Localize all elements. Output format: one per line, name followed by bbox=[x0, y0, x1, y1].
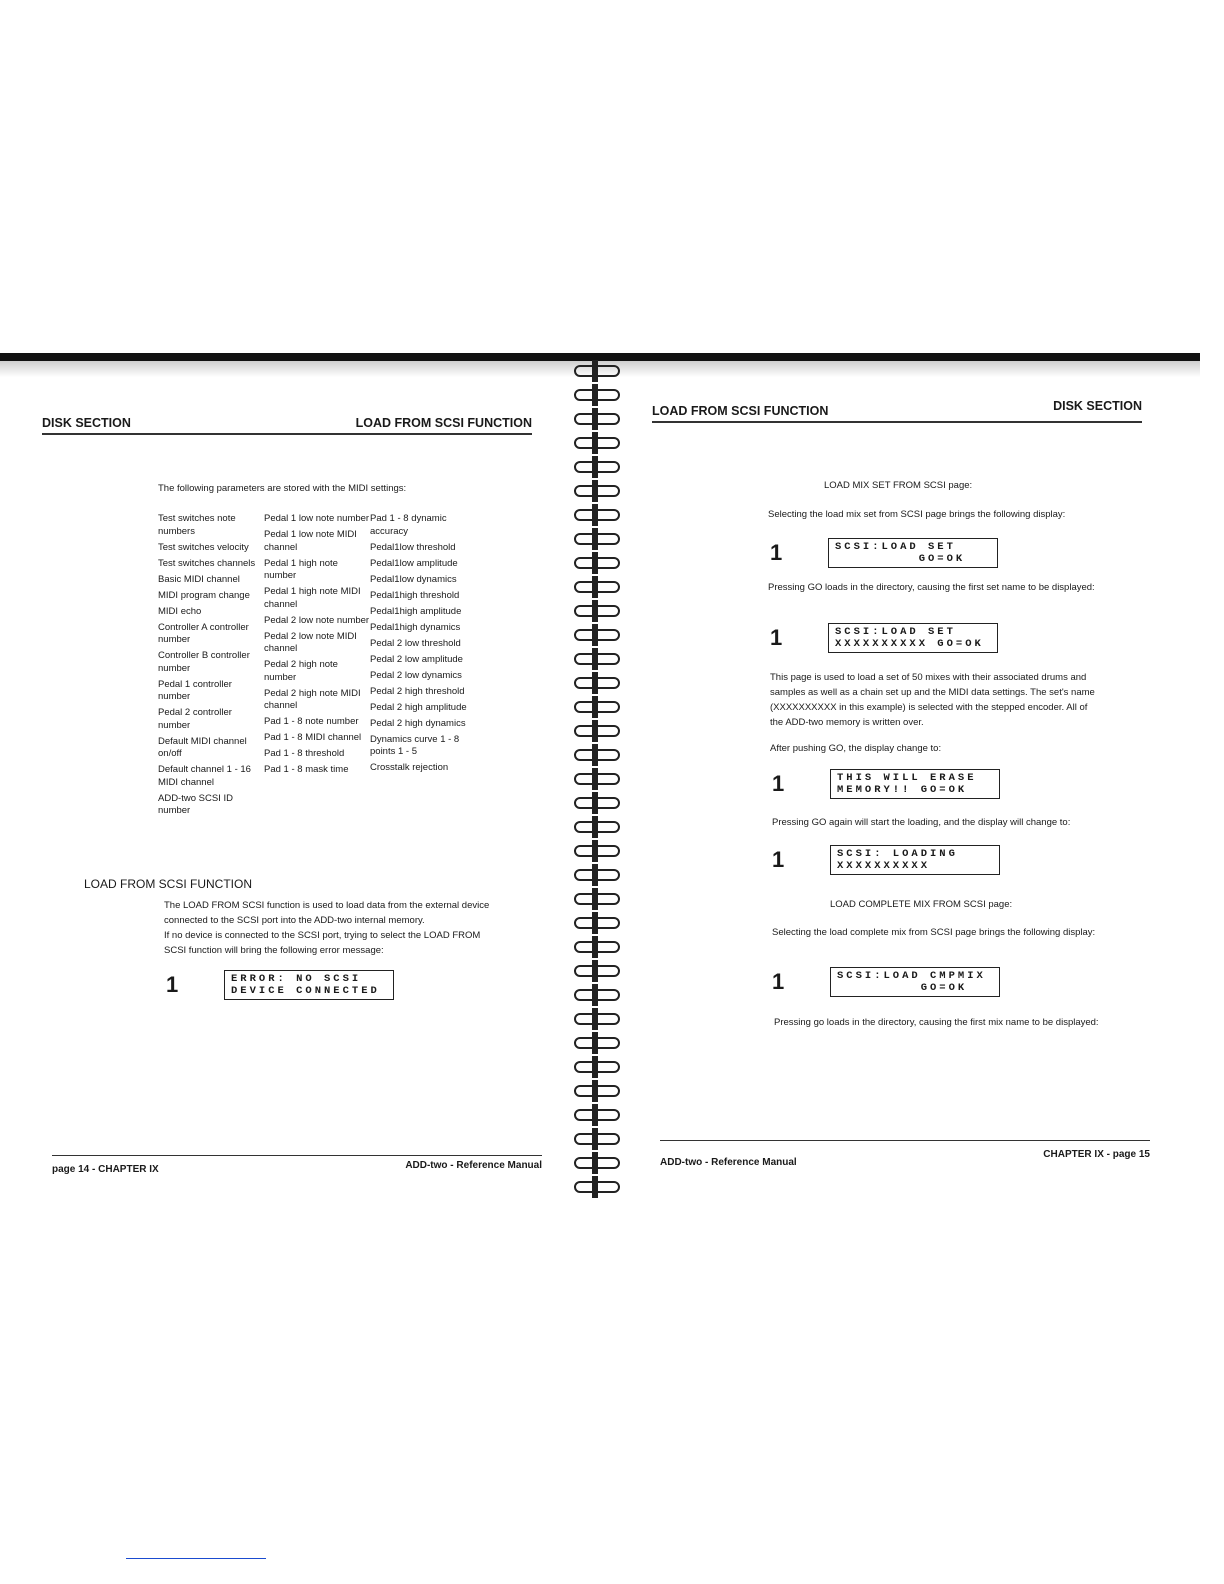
coil-bar bbox=[592, 912, 598, 934]
right-header-section: DISK SECTION bbox=[1053, 399, 1142, 413]
coil-bar bbox=[592, 744, 598, 766]
param-item: Pedal1low amplitude bbox=[370, 557, 458, 569]
coil-bar bbox=[592, 648, 598, 670]
paragraph: Pressing GO loads in the directory, causing the first set name to be displayed: bbox=[768, 582, 1095, 593]
param-item: Pedal 2 low dynamics bbox=[370, 669, 462, 681]
left-header-title: LOAD FROM SCSI FUNCTION bbox=[355, 416, 532, 430]
param-item: Pedal1high threshold bbox=[370, 589, 460, 601]
subheading: LOAD COMPLETE MIX FROM SCSI page: bbox=[830, 899, 1013, 910]
param-item: Pedal 1 controller number bbox=[158, 678, 232, 702]
spiral-coil bbox=[574, 485, 620, 499]
lcd-step-number: 1 bbox=[772, 771, 785, 796]
spiral-coil bbox=[574, 1133, 620, 1147]
coil-bar bbox=[592, 1008, 598, 1030]
left-footer-page: page 14 - CHAPTER IX bbox=[52, 1164, 159, 1175]
coil-bar bbox=[592, 984, 598, 1006]
top-binding-rule bbox=[0, 353, 1200, 361]
param-item: Pad 1 - 8 MIDI channel bbox=[264, 732, 362, 743]
param-item: Pedal 1 low note number bbox=[264, 513, 370, 524]
right-page bbox=[652, 395, 1142, 1028]
lcd-display-row bbox=[772, 845, 1000, 875]
bottom-blue-line bbox=[126, 1558, 266, 1559]
lcd-display: ERROR: NO SCSI DEVICE CONNECTED bbox=[224, 970, 394, 1000]
coil-bar bbox=[592, 960, 598, 982]
spiral-coil bbox=[574, 509, 620, 523]
lcd-display: SCSI:LOAD SET GO=OK bbox=[828, 538, 998, 568]
spiral-coil bbox=[574, 701, 620, 715]
param-item: Pedal1high amplitude bbox=[370, 605, 462, 617]
param-item: Pedal 1 high note MIDI channel bbox=[264, 586, 361, 610]
coil-bar bbox=[592, 384, 598, 406]
paragraph: This page is used to load a set of 50 mixes with their associated drums and samples as well as a chain set up and the MIDI data settings. The set's name (XXXXXXXXXX in this example) is selected with the stepped encoder. All of the ADD-two memory is written over. bbox=[770, 672, 1095, 728]
param-item: Default channel 1 - 16 MIDI channel bbox=[158, 764, 251, 788]
param-item: Pedal 2 low note MIDI channel bbox=[264, 630, 357, 654]
lcd-display-row bbox=[166, 970, 394, 1000]
parameters-intro: The following parameters are stored with the MIDI settings: bbox=[158, 483, 407, 494]
lcd-step-number: 1 bbox=[772, 969, 785, 994]
coil-bar bbox=[592, 696, 598, 718]
lcd-display-row bbox=[770, 538, 998, 568]
lcd-step-number: 1 bbox=[770, 540, 783, 565]
param-item: Test switches velocity bbox=[158, 541, 249, 553]
coil-bar bbox=[592, 1152, 598, 1174]
lcd-step-number: 1 bbox=[772, 847, 785, 872]
lcd-display: SCSI:LOAD SET XXXXXXXXXX GO=OK bbox=[828, 623, 998, 653]
param-item: Pedal 2 high threshold bbox=[370, 685, 465, 697]
lcd-display: THIS WILL ERASE MEMORY!! GO=OK bbox=[830, 769, 1000, 799]
right-page-footer bbox=[660, 1140, 1150, 1168]
param-item: Crosstalk rejection bbox=[370, 762, 449, 773]
lcd-step-number: 1 bbox=[166, 972, 179, 997]
spiral-coil bbox=[574, 653, 620, 667]
param-item: Pedal 2 high note number bbox=[264, 659, 338, 683]
param-item: Dynamics curve 1 - 8 points 1 - 5 bbox=[370, 733, 460, 757]
param-item: Pedal 2 low note number bbox=[264, 614, 370, 626]
left-footer-manual: ADD-two - Reference Manual bbox=[405, 1160, 542, 1171]
spiral-coil bbox=[574, 821, 620, 835]
param-item: Basic MIDI channel bbox=[158, 573, 240, 585]
spiral-coil bbox=[574, 389, 620, 403]
spiral-coil bbox=[574, 965, 620, 979]
coil-bar bbox=[592, 456, 598, 478]
paragraph: After pushing GO, the display change to: bbox=[770, 743, 942, 754]
coil-bar bbox=[592, 840, 598, 862]
spiral-coil bbox=[574, 989, 620, 1003]
coil-bar bbox=[592, 888, 598, 910]
parameter-column-2 bbox=[264, 513, 370, 821]
spiral-coil bbox=[574, 1109, 620, 1123]
coil-bar bbox=[592, 576, 598, 598]
coil-bar bbox=[592, 864, 598, 886]
coil-bar bbox=[592, 504, 598, 526]
coil-bar bbox=[592, 768, 598, 790]
coil-bar bbox=[592, 360, 598, 382]
param-item: Controller B controller number bbox=[158, 650, 250, 674]
param-item: Pedal 2 controller number bbox=[158, 707, 232, 731]
lcd-display-row bbox=[770, 623, 998, 653]
spiral-coil bbox=[574, 437, 620, 451]
right-footer-page: CHAPTER IX - page 15 bbox=[1043, 1149, 1150, 1160]
left-header-section: DISK SECTION bbox=[42, 416, 131, 430]
param-item: Pad 1 - 8 threshold bbox=[264, 748, 345, 759]
lcd-display-row bbox=[772, 769, 1000, 799]
param-item: Test switches note numbers bbox=[158, 513, 236, 537]
parameter-column-1 bbox=[158, 513, 264, 821]
coil-bar bbox=[592, 672, 598, 694]
coil-bar bbox=[592, 528, 598, 550]
param-item: MIDI program change bbox=[158, 589, 250, 601]
spiral-coil bbox=[574, 533, 620, 547]
left-page-header bbox=[42, 395, 532, 435]
spiral-coil bbox=[574, 1013, 620, 1027]
param-item: Controller A controller number bbox=[158, 621, 249, 645]
param-item: Pedal 2 high note MIDI channel bbox=[264, 687, 361, 711]
coil-bar bbox=[592, 432, 598, 454]
spiral-coil bbox=[574, 845, 620, 859]
spiral-coil bbox=[574, 413, 620, 427]
param-item: Pedal 2 low amplitude bbox=[370, 653, 463, 665]
coil-bar bbox=[592, 1032, 598, 1054]
lcd-display-row bbox=[772, 967, 1000, 997]
paragraph: If no device is connected to the SCSI port, trying to select the LOAD FROM SCSI function will bring the following error message: bbox=[164, 930, 481, 956]
spiral-coil bbox=[574, 725, 620, 739]
spiral-coil bbox=[574, 677, 620, 691]
param-item: Pad 1 - 8 mask time bbox=[264, 764, 349, 775]
lcd-display: SCSI: LOADING XXXXXXXXXX bbox=[830, 845, 1000, 875]
coil-bar bbox=[592, 408, 598, 430]
spiral-coil bbox=[574, 1157, 620, 1171]
param-item: Pedal 2 high dynamics bbox=[370, 717, 466, 729]
param-item: Pedal 1 high note number bbox=[264, 557, 338, 581]
coil-bar bbox=[592, 552, 598, 574]
subheading: LOAD MIX SET FROM SCSI page: bbox=[824, 480, 973, 491]
param-item: Pedal 2 low threshold bbox=[370, 637, 461, 649]
param-item: Test switches channels bbox=[158, 557, 256, 569]
right-page-header bbox=[652, 395, 1142, 423]
param-item: ADD-two SCSI ID number bbox=[158, 792, 233, 816]
spiral-coil bbox=[574, 605, 620, 619]
paragraph: Pressing GO again will start the loading, and the display will change to: bbox=[772, 817, 1071, 828]
paragraph: Pressing go loads in the directory, causing the first mix name to be displayed: bbox=[774, 1017, 1099, 1028]
spiral-coil bbox=[574, 941, 620, 955]
spiral-coil bbox=[574, 365, 620, 379]
parameter-list bbox=[158, 513, 480, 821]
right-header-title: LOAD FROM SCSI FUNCTION bbox=[652, 404, 829, 418]
spiral-coil bbox=[574, 869, 620, 883]
param-item: Pedal 2 high amplitude bbox=[370, 701, 467, 713]
spiral-coil bbox=[574, 893, 620, 907]
lcd-step-number: 1 bbox=[770, 625, 783, 650]
spiral-coil bbox=[574, 797, 620, 811]
param-item: Pad 1 - 8 dynamic accuracy bbox=[370, 513, 447, 537]
spiral-coil bbox=[574, 773, 620, 787]
param-item: Default MIDI channel on/off bbox=[158, 735, 247, 759]
left-page-footer bbox=[52, 1155, 542, 1178]
spiral-coil bbox=[574, 557, 620, 571]
spiral-coil bbox=[574, 1037, 620, 1051]
coil-bar bbox=[592, 1056, 598, 1078]
spiral-coil bbox=[574, 1061, 620, 1075]
coil-bar bbox=[592, 792, 598, 814]
param-item: MIDI echo bbox=[158, 605, 202, 617]
parameter-column-3 bbox=[370, 513, 480, 821]
coil-bar bbox=[592, 624, 598, 646]
coil-bar bbox=[592, 480, 598, 502]
param-item: Pedal1low dynamics bbox=[370, 573, 457, 585]
spiral-coil bbox=[574, 629, 620, 643]
coil-bar bbox=[592, 1128, 598, 1150]
spiral-coil bbox=[574, 917, 620, 931]
coil-bar bbox=[592, 1104, 598, 1126]
paragraph: Selecting the load mix set from SCSI page brings the following display: bbox=[768, 509, 1066, 520]
spiral-coil bbox=[574, 749, 620, 763]
spiral-coil bbox=[574, 581, 620, 595]
paragraph: Selecting the load complete mix from SCSI page brings the following display: bbox=[772, 927, 1096, 938]
param-item: Pedal1low threshold bbox=[370, 541, 456, 553]
right-footer-manual: ADD-two - Reference Manual bbox=[660, 1157, 797, 1168]
spiral-coil bbox=[574, 461, 620, 475]
param-item: Pad 1 - 8 note number bbox=[264, 716, 359, 727]
spiral-coil bbox=[574, 1181, 620, 1195]
coil-bar bbox=[592, 720, 598, 742]
lcd-display: SCSI:LOAD CMPMIX GO=OK bbox=[830, 967, 1000, 997]
spiral-coil bbox=[574, 1085, 620, 1099]
coil-bar bbox=[592, 600, 598, 622]
param-item: Pedal1high dynamics bbox=[370, 621, 461, 633]
coil-bar bbox=[592, 936, 598, 958]
left-page bbox=[42, 395, 532, 997]
spiral-binding bbox=[570, 365, 626, 1215]
section-title: LOAD FROM SCSI FUNCTION bbox=[84, 877, 253, 891]
coil-bar bbox=[592, 816, 598, 838]
coil-bar bbox=[592, 1176, 598, 1198]
param-item: Pedal 1 low note MIDI channel bbox=[264, 529, 357, 553]
paragraph: The LOAD FROM SCSI function is used to load data from the external device connected to the SCSI port into the ADD-two internal memory. bbox=[164, 900, 490, 926]
coil-bar bbox=[592, 1080, 598, 1102]
